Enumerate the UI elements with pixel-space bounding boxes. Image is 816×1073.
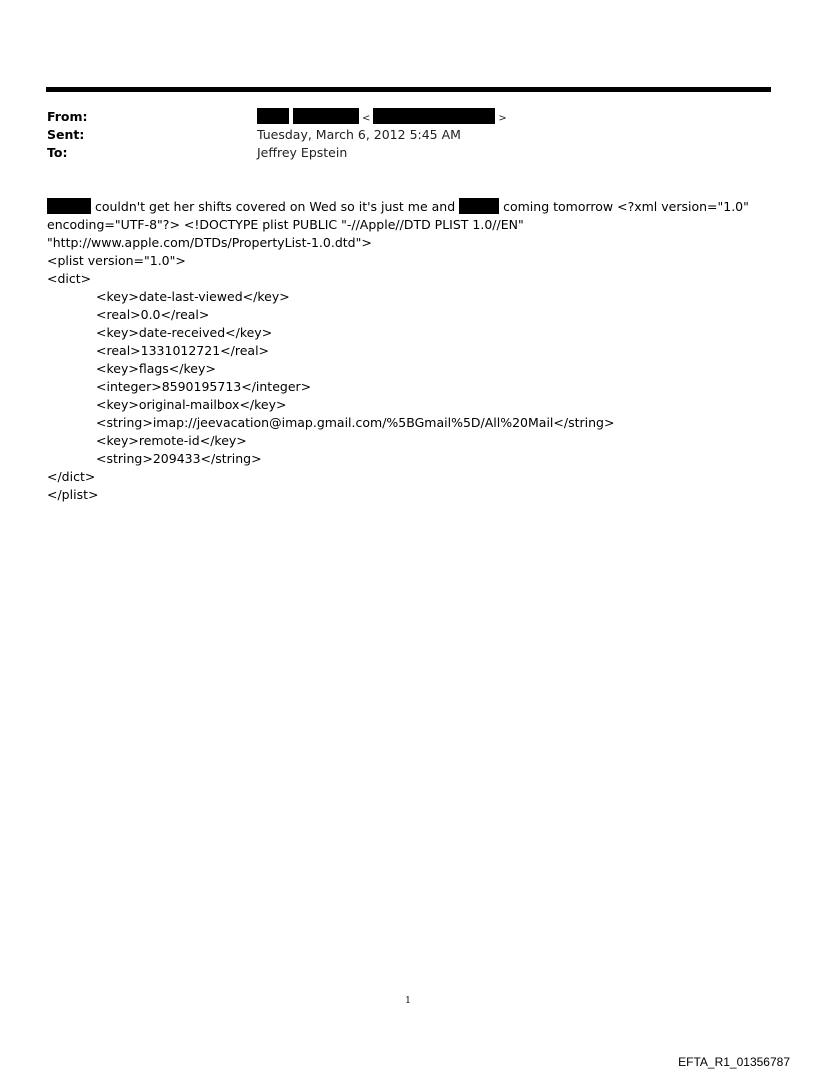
from-value — [257, 108, 510, 128]
redaction-block — [459, 198, 499, 214]
to-value: Jeffrey Epstein — [257, 145, 348, 160]
from-label: From: — [47, 109, 88, 124]
from-close-bracket: > — [498, 113, 507, 124]
body-line: <plist version="1.0"> — [47, 253, 186, 268]
body-line: <key>date-received</key> — [96, 325, 273, 340]
sent-label: Sent: — [47, 127, 85, 142]
redaction-block — [293, 108, 359, 124]
body-line: "http://www.apple.com/DTDs/PropertyList-1.0.dtd"> — [47, 235, 372, 250]
body-line: <real>1331012721</real> — [96, 343, 270, 358]
body-text-segment: couldn't get her shifts covered on Wed so it's just me and — [91, 199, 460, 214]
body-line: <key>original-mailbox</key> — [96, 397, 287, 412]
from-open-bracket: < — [361, 113, 371, 124]
sent-row — [47, 126, 767, 144]
body-line: <string>209433</string> — [96, 451, 262, 466]
body-line: encoding="UTF-8"?> <!DOCTYPE plist PUBLIC "-//Apple//DTD PLIST 1.0//EN" — [47, 217, 524, 232]
body-line: <key>flags</key> — [96, 361, 216, 376]
redaction-block — [47, 198, 91, 214]
body-line: <dict> — [47, 271, 92, 286]
sent-value: Tuesday, March 6, 2012 5:45 AM — [257, 127, 461, 142]
redaction-block — [257, 108, 289, 124]
body-line: </plist> — [47, 487, 99, 502]
body-line: <integer>8590195713</integer> — [96, 379, 312, 394]
email-body — [47, 198, 767, 504]
body-line — [47, 198, 767, 216]
body-line: </dict> — [47, 469, 96, 484]
header-rule — [46, 87, 771, 92]
body-line: <key>remote-id</key> — [96, 433, 247, 448]
to-label: To: — [47, 145, 68, 160]
redaction-block — [373, 108, 495, 124]
body-line: <real>0.0</real> — [96, 307, 210, 322]
body-line: <string>imap://jeevacation@imap.gmail.com/%5BGmail%5D/All%20Mail</string> — [96, 415, 615, 430]
from-row — [47, 108, 767, 126]
body-line: <key>date-last-viewed</key> — [96, 289, 290, 304]
to-row — [47, 144, 767, 162]
email-header — [47, 108, 767, 162]
body-text-segment: coming tomorrow <?xml version="1.0" — [499, 199, 749, 214]
document-id: EFTA_R1_01356787 — [678, 1055, 790, 1069]
page-number: 1 — [405, 996, 411, 1006]
